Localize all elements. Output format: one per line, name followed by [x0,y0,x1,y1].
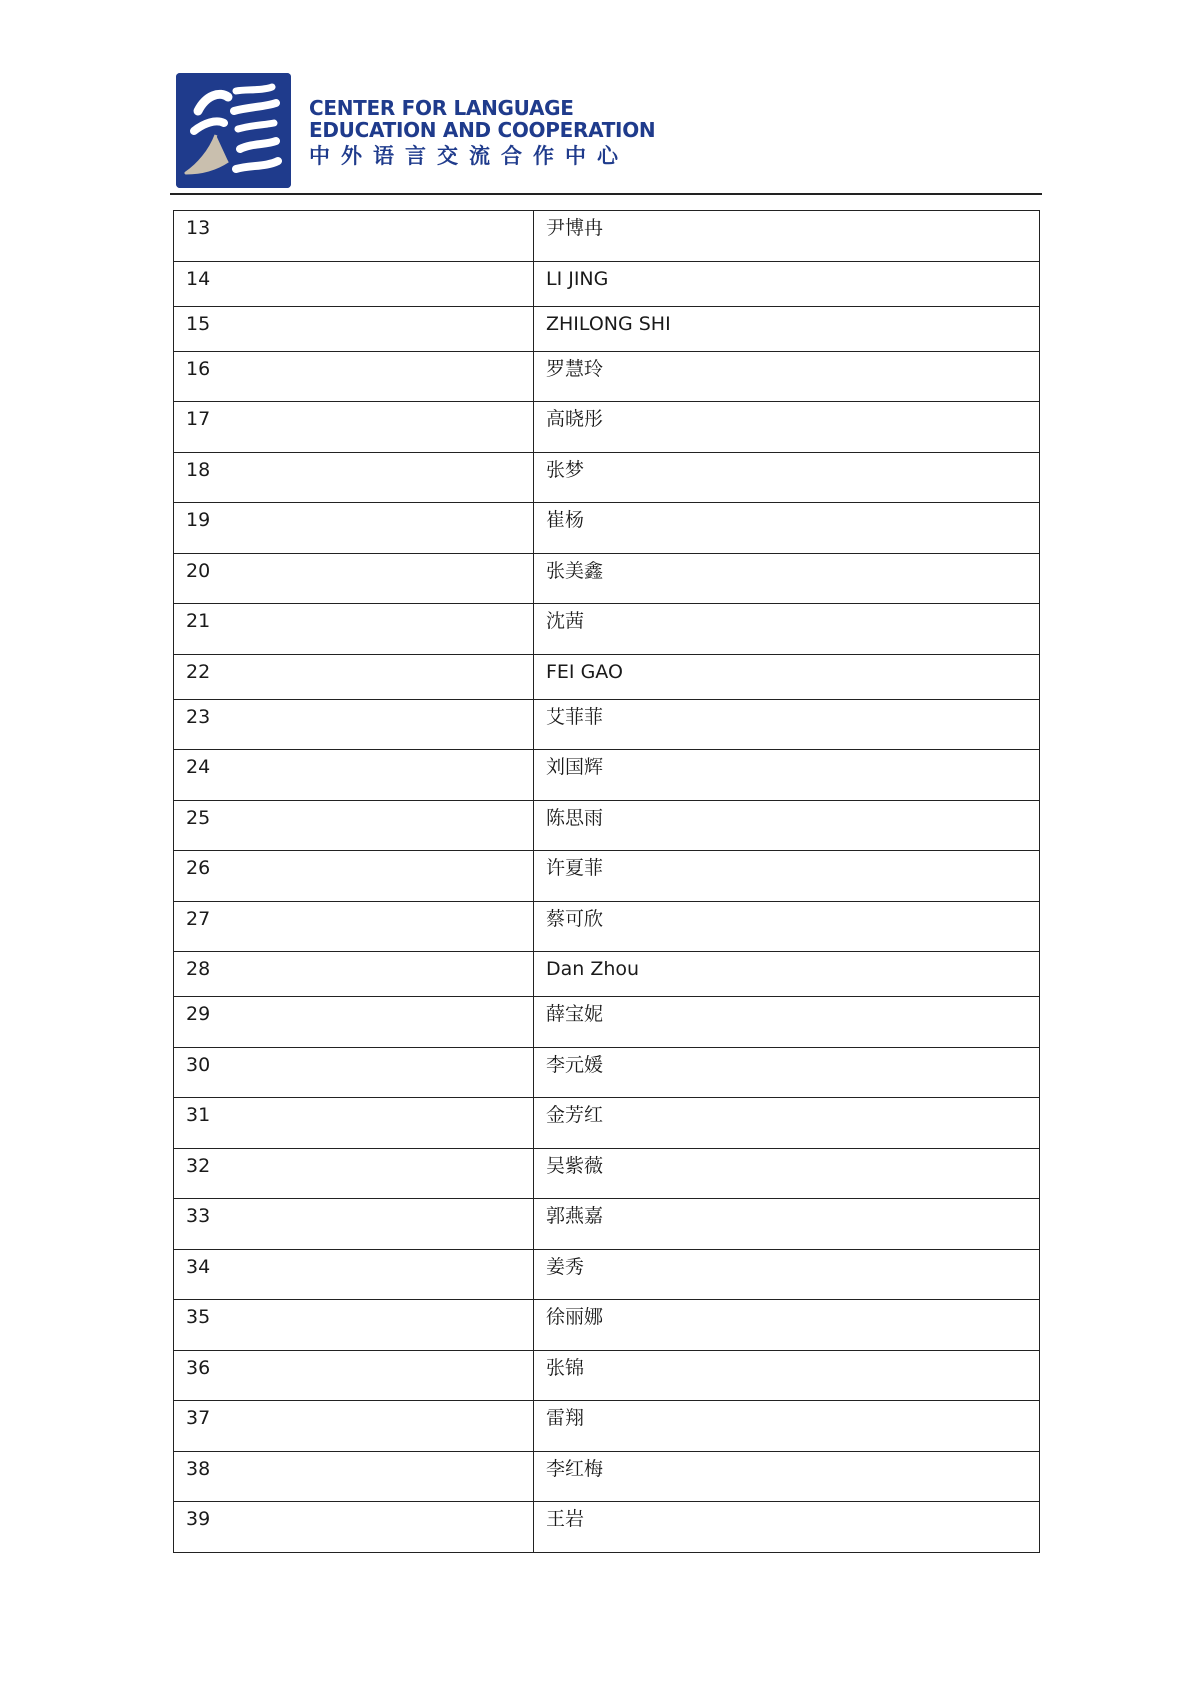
participant-name-cell: 蔡可欣 [534,901,1040,952]
row-number-cell: 32 [174,1148,534,1199]
row-number-cell: 20 [174,553,534,604]
row-number-cell: 28 [174,952,534,997]
language-logo-icon [176,73,291,188]
participant-name-cell: 王岩 [534,1502,1040,1553]
table-row [174,1350,1040,1401]
header-divider [170,193,1042,195]
table-row [174,1148,1040,1199]
table-row [174,800,1040,851]
row-number-cell: 15 [174,306,534,351]
row-number-cell: 33 [174,1199,534,1250]
participant-name-cell: 许夏菲 [534,851,1040,902]
participant-name-cell: 吴紫薇 [534,1148,1040,1199]
table-row [174,1300,1040,1351]
row-number-cell: 22 [174,654,534,699]
table-row [174,952,1040,997]
table-row [174,452,1040,503]
table-row [174,1199,1040,1250]
row-number-cell: 35 [174,1300,534,1351]
table-row [174,1401,1040,1452]
row-number-cell: 31 [174,1098,534,1149]
table-row [174,1451,1040,1502]
table-row [174,351,1040,402]
row-number-cell: 24 [174,750,534,801]
participant-name-cell: 罗慧玲 [534,351,1040,402]
participant-name-cell: 张美鑫 [534,553,1040,604]
row-number-cell: 34 [174,1249,534,1300]
participant-name-cell: 郭燕嘉 [534,1199,1040,1250]
row-number-cell: 21 [174,604,534,655]
table-row [174,604,1040,655]
participant-name-cell: 雷翔 [534,1401,1040,1452]
participant-name-cell: Dan Zhou [534,952,1040,997]
participant-name-cell: 崔杨 [534,503,1040,554]
org-name-chinese: 中外语言交流合作中心 [309,144,629,168]
participant-name-cell: 艾菲菲 [534,699,1040,750]
row-number-cell: 13 [174,211,534,262]
participant-name-cell: 姜秀 [534,1249,1040,1300]
table-row [174,1502,1040,1553]
table-row [174,997,1040,1048]
participant-name-cell: 张锦 [534,1350,1040,1401]
table-row [174,654,1040,699]
names-table [173,210,1040,1553]
participant-name-cell: 刘国辉 [534,750,1040,801]
table-row [174,699,1040,750]
table-row [174,851,1040,902]
table-row [174,553,1040,604]
row-number-cell: 36 [174,1350,534,1401]
table-row [174,1249,1040,1300]
participant-name-cell: 陈思雨 [534,800,1040,851]
org-name-line1: CENTER FOR LANGUAGE [309,96,574,120]
table-row [174,901,1040,952]
row-number-cell: 26 [174,851,534,902]
row-number-cell: 23 [174,699,534,750]
row-number-cell: 29 [174,997,534,1048]
participant-name-cell: 李红梅 [534,1451,1040,1502]
participant-name-cell: 金芳红 [534,1098,1040,1149]
row-number-cell: 19 [174,503,534,554]
participant-name-cell: ZHILONG SHI [534,306,1040,351]
row-number-cell: 37 [174,1401,534,1452]
row-number-cell: 25 [174,800,534,851]
participant-name-cell: 沈茜 [534,604,1040,655]
row-number-cell: 30 [174,1047,534,1098]
table-row [174,306,1040,351]
participant-name-cell: 高晓彤 [534,402,1040,453]
row-number-cell: 27 [174,901,534,952]
row-number-cell: 39 [174,1502,534,1553]
page-header [176,73,1046,189]
table-row [174,402,1040,453]
row-number-cell: 14 [174,261,534,306]
org-name-line2: EDUCATION AND COOPERATION [309,118,656,142]
table-row [174,503,1040,554]
participant-name-cell: 徐丽娜 [534,1300,1040,1351]
names-table-body [174,211,1040,1553]
table-row [174,261,1040,306]
participant-name-cell: FEI GAO [534,654,1040,699]
organization-name [309,97,655,171]
participant-name-cell: 尹博冉 [534,211,1040,262]
participant-name-cell: 李元媛 [534,1047,1040,1098]
participant-name-cell: 薛宝妮 [534,997,1040,1048]
participant-name-cell: LI JING [534,261,1040,306]
table-row [174,211,1040,262]
row-number-cell: 18 [174,452,534,503]
participant-name-cell: 张梦 [534,452,1040,503]
row-number-cell: 17 [174,402,534,453]
table-row [174,750,1040,801]
table-row [174,1098,1040,1149]
row-number-cell: 16 [174,351,534,402]
row-number-cell: 38 [174,1451,534,1502]
table-row [174,1047,1040,1098]
